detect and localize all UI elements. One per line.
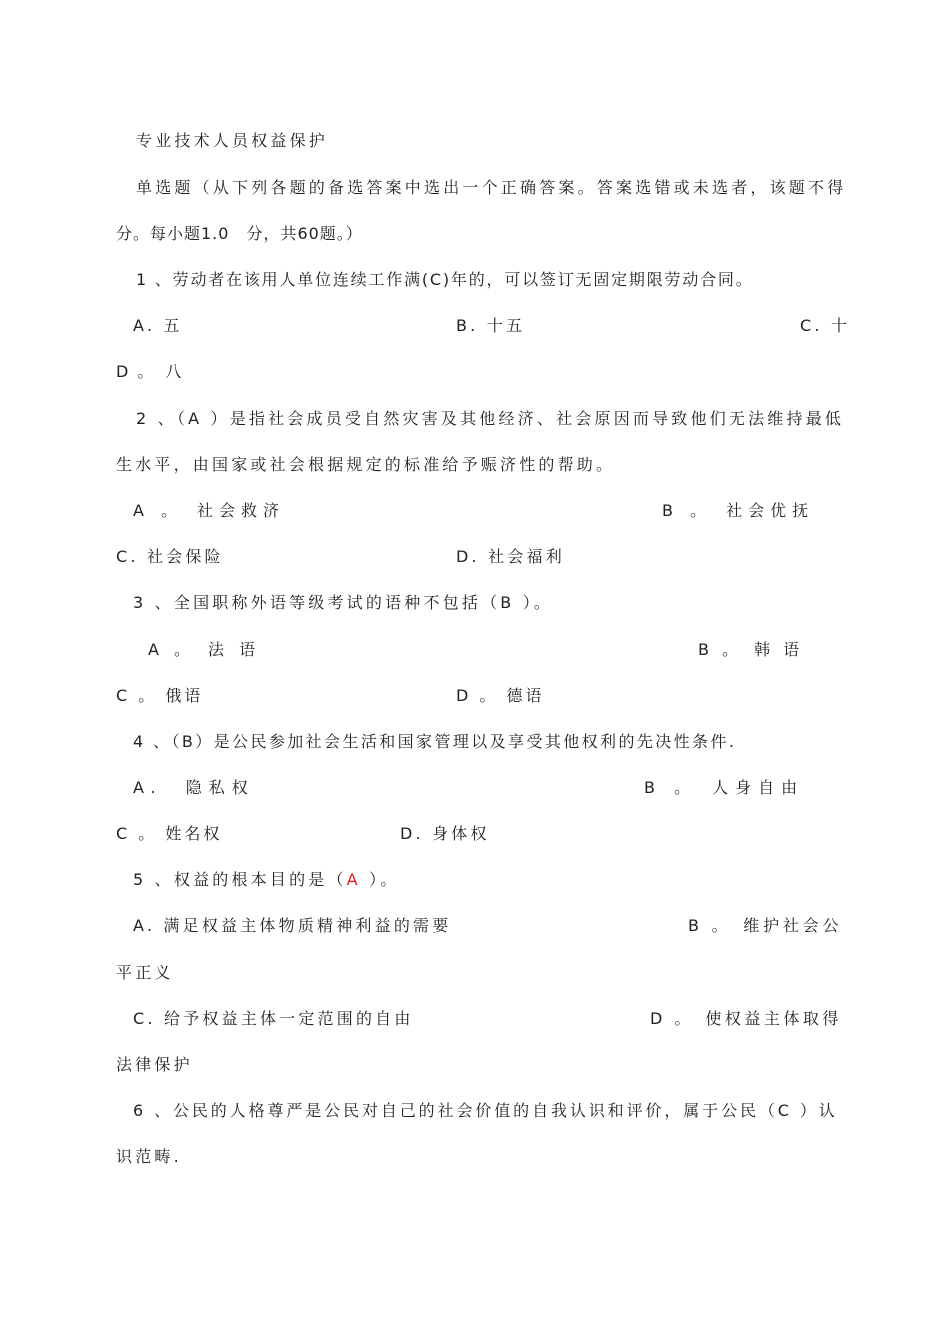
question-6-stem-line-1: 6 、公民的人格尊严是公民对自己的社会价值的自我认识和评价，属于公民（C ）认: [133, 1101, 838, 1120]
question-1-option-c: C. 十: [800, 316, 851, 335]
question-2-option-c: C. 社会保险: [116, 547, 224, 566]
question-5-stem-prefix: 5 、权益的根本目的是（: [133, 870, 347, 889]
question-1-option-b: B. 十五: [456, 316, 526, 335]
question-1-option-d: D 。 八: [116, 362, 184, 381]
question-5-option-a: A. 满足权益主体物质精神利益的需要: [133, 916, 452, 935]
question-5-option-d-continued: 法律保护: [116, 1055, 193, 1074]
question-5-stem: [133, 870, 400, 890]
question-3-option-c: C 。 俄语: [116, 686, 204, 705]
question-3-option-d: D 。 德语: [456, 686, 545, 705]
question-4-option-a: A. 隐私权: [133, 778, 255, 797]
question-4-option-d: D. 身体权: [400, 824, 490, 843]
question-1-option-a: A. 五: [133, 316, 183, 335]
question-5-stem-suffix: ）。: [360, 870, 400, 889]
instructions-line-2: 分。每小题1.0 分，共60题。）: [116, 224, 363, 243]
question-5-option-d: D 。 使权益主体取得: [650, 1009, 842, 1028]
question-5-option-c: C. 给予权益主体一定范围的自由: [133, 1009, 414, 1028]
question-3-stem: 3 、全国职称外语等级考试的语种不包括（B ）。: [133, 593, 554, 612]
question-1-stem: 1 、劳动者在该用人单位连续工作满(C)年的，可以签订无固定期限劳动合同。: [136, 270, 754, 289]
question-2-stem-line-2: 生水平，由国家或社会根据规定的标准给予赈济性的帮助。: [116, 455, 616, 474]
question-2-option-b: B 。 社会优抚: [662, 501, 815, 520]
instructions-line-1: 单选题（从下列各题的备选答案中选出一个正确答案。答案选错或未选者，该题不得: [136, 178, 847, 197]
question-5-option-b-continued: 平正义: [116, 963, 174, 982]
question-2-option-d: D. 社会福利: [456, 547, 565, 566]
question-6-stem-line-2: 识范畴.: [116, 1147, 182, 1166]
question-3-option-b: B 。 韩 语: [698, 640, 804, 659]
question-4-option-b: B 。 人身自由: [644, 778, 805, 797]
question-4-option-c: C 。 姓名权: [116, 824, 223, 843]
question-4-stem: 4 、（B）是公民参加社会生活和国家管理以及享受其他权利的先决性条件.: [133, 732, 737, 751]
question-3-option-a: A 。 法 语: [148, 640, 261, 659]
question-5-answer: A: [346, 870, 361, 889]
doc-title: 专业技术人员权益保护: [136, 131, 329, 150]
question-5-option-b: B 。 维护社会公: [688, 916, 843, 935]
question-2-option-a: A 。 社会救济: [133, 501, 286, 520]
question-2-stem-line-1: 2 、（A ）是指社会成员受自然灾害及其他经济、社会原因而导致他们无法维持最低: [136, 409, 845, 428]
